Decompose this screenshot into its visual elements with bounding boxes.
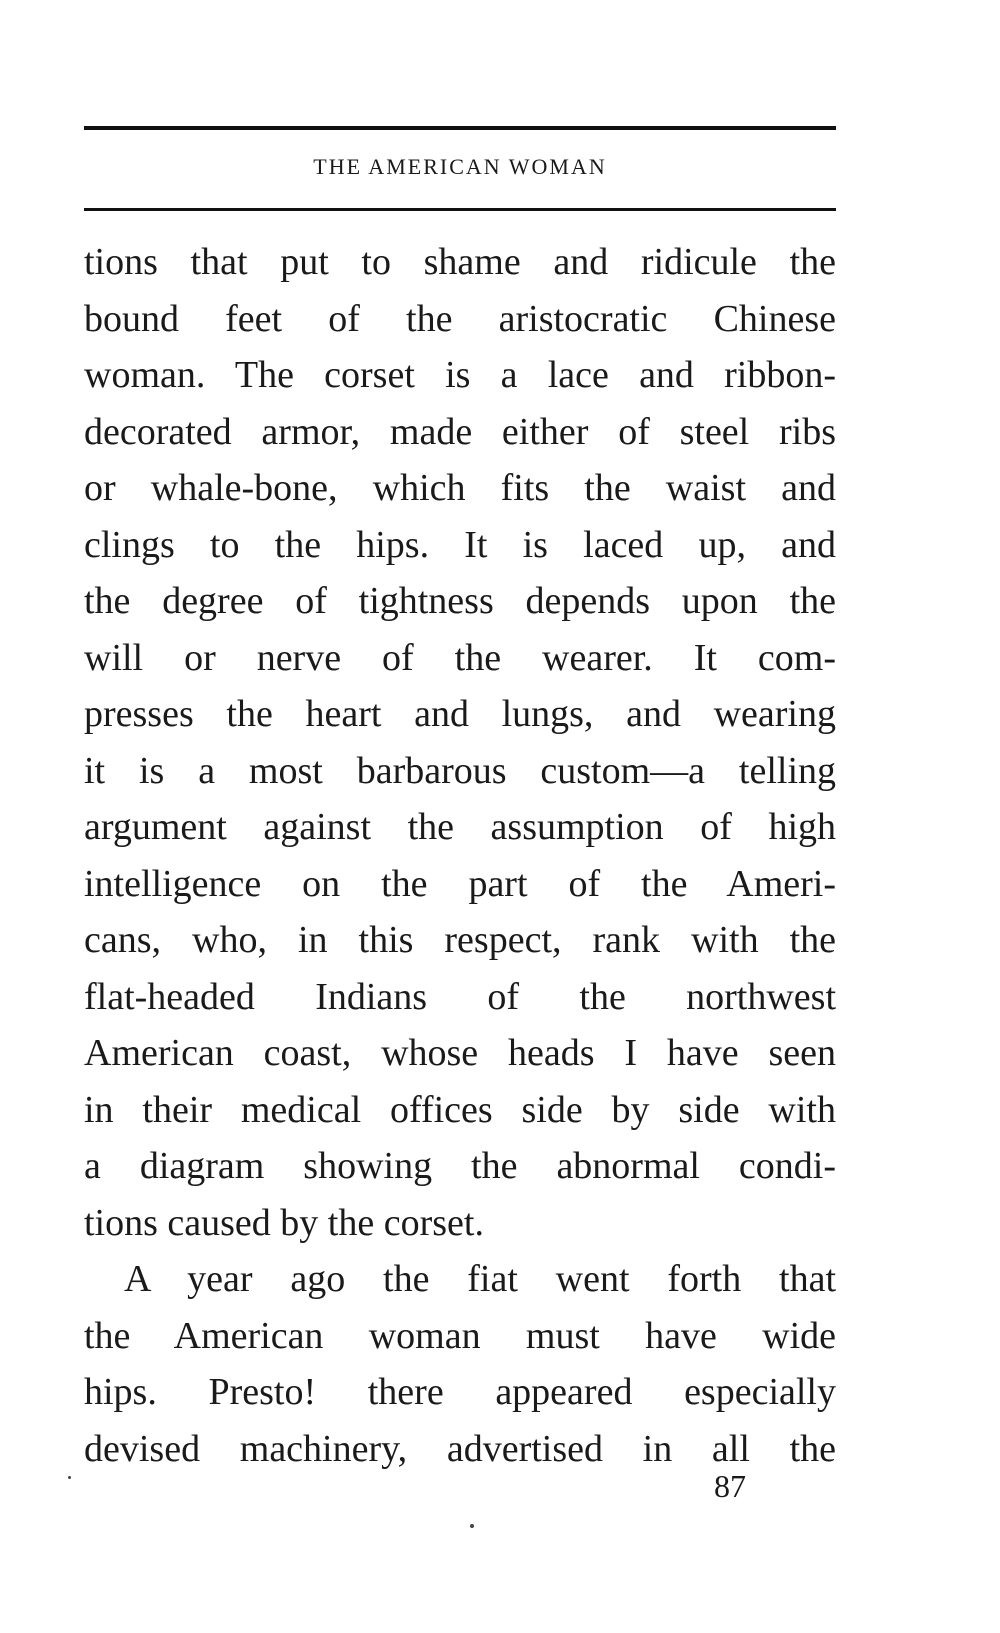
text-line: the degree of tightness depends upon the <box>84 580 836 622</box>
text-line: in their medical offices side by side with <box>84 1088 836 1131</box>
text-line: clings to the hips. It is laced up, and <box>84 523 836 566</box>
text-line: presses the heart and lungs, and wearing <box>84 693 836 735</box>
text-line: woman. The corset is a lace and ribbon- <box>84 354 836 396</box>
text-line: tions caused by the corset. <box>84 1201 484 1244</box>
text-line: bound feet of the aristocratic Chinese <box>84 297 836 340</box>
scan-speck <box>68 1476 71 1479</box>
text-line: a diagram showing the abnormal condi- <box>84 1145 836 1187</box>
body-text <box>84 234 836 1477</box>
text-line: decorated armor, made either of steel ribs <box>84 410 836 453</box>
text-line: American coast, whose heads I have seen <box>84 1032 836 1074</box>
text-line: tions that put to shame and ridicule the <box>84 241 836 283</box>
text-line: A year ago the fiat went forth that <box>124 1258 836 1300</box>
running-head: THE AMERICAN WOMAN <box>313 154 607 179</box>
text-line: intelligence on the part of the Ameri- <box>84 862 836 905</box>
text-line: argument against the assumption of high <box>84 806 836 848</box>
text-line: cans, who, in this respect, rank with the <box>84 919 836 961</box>
text-line: devised machinery, advertised in all the <box>84 1427 836 1470</box>
text-line: hips. Presto! there appeared especially <box>84 1371 836 1413</box>
text-line: or whale-bone, which fits the waist and <box>84 467 836 509</box>
text-line: it is a most barbarous custom—a telling <box>84 749 836 792</box>
text-line: will or nerve of the wearer. It com- <box>84 636 836 679</box>
page-number: 87 <box>714 1468 746 1504</box>
text-line: flat-headed Indians of the northwest <box>84 975 836 1018</box>
scan-speck <box>470 1524 474 1528</box>
text-line: the American woman must have wide <box>84 1314 836 1357</box>
header-bottom-rule <box>84 208 836 211</box>
header-top-rule <box>84 126 836 130</box>
